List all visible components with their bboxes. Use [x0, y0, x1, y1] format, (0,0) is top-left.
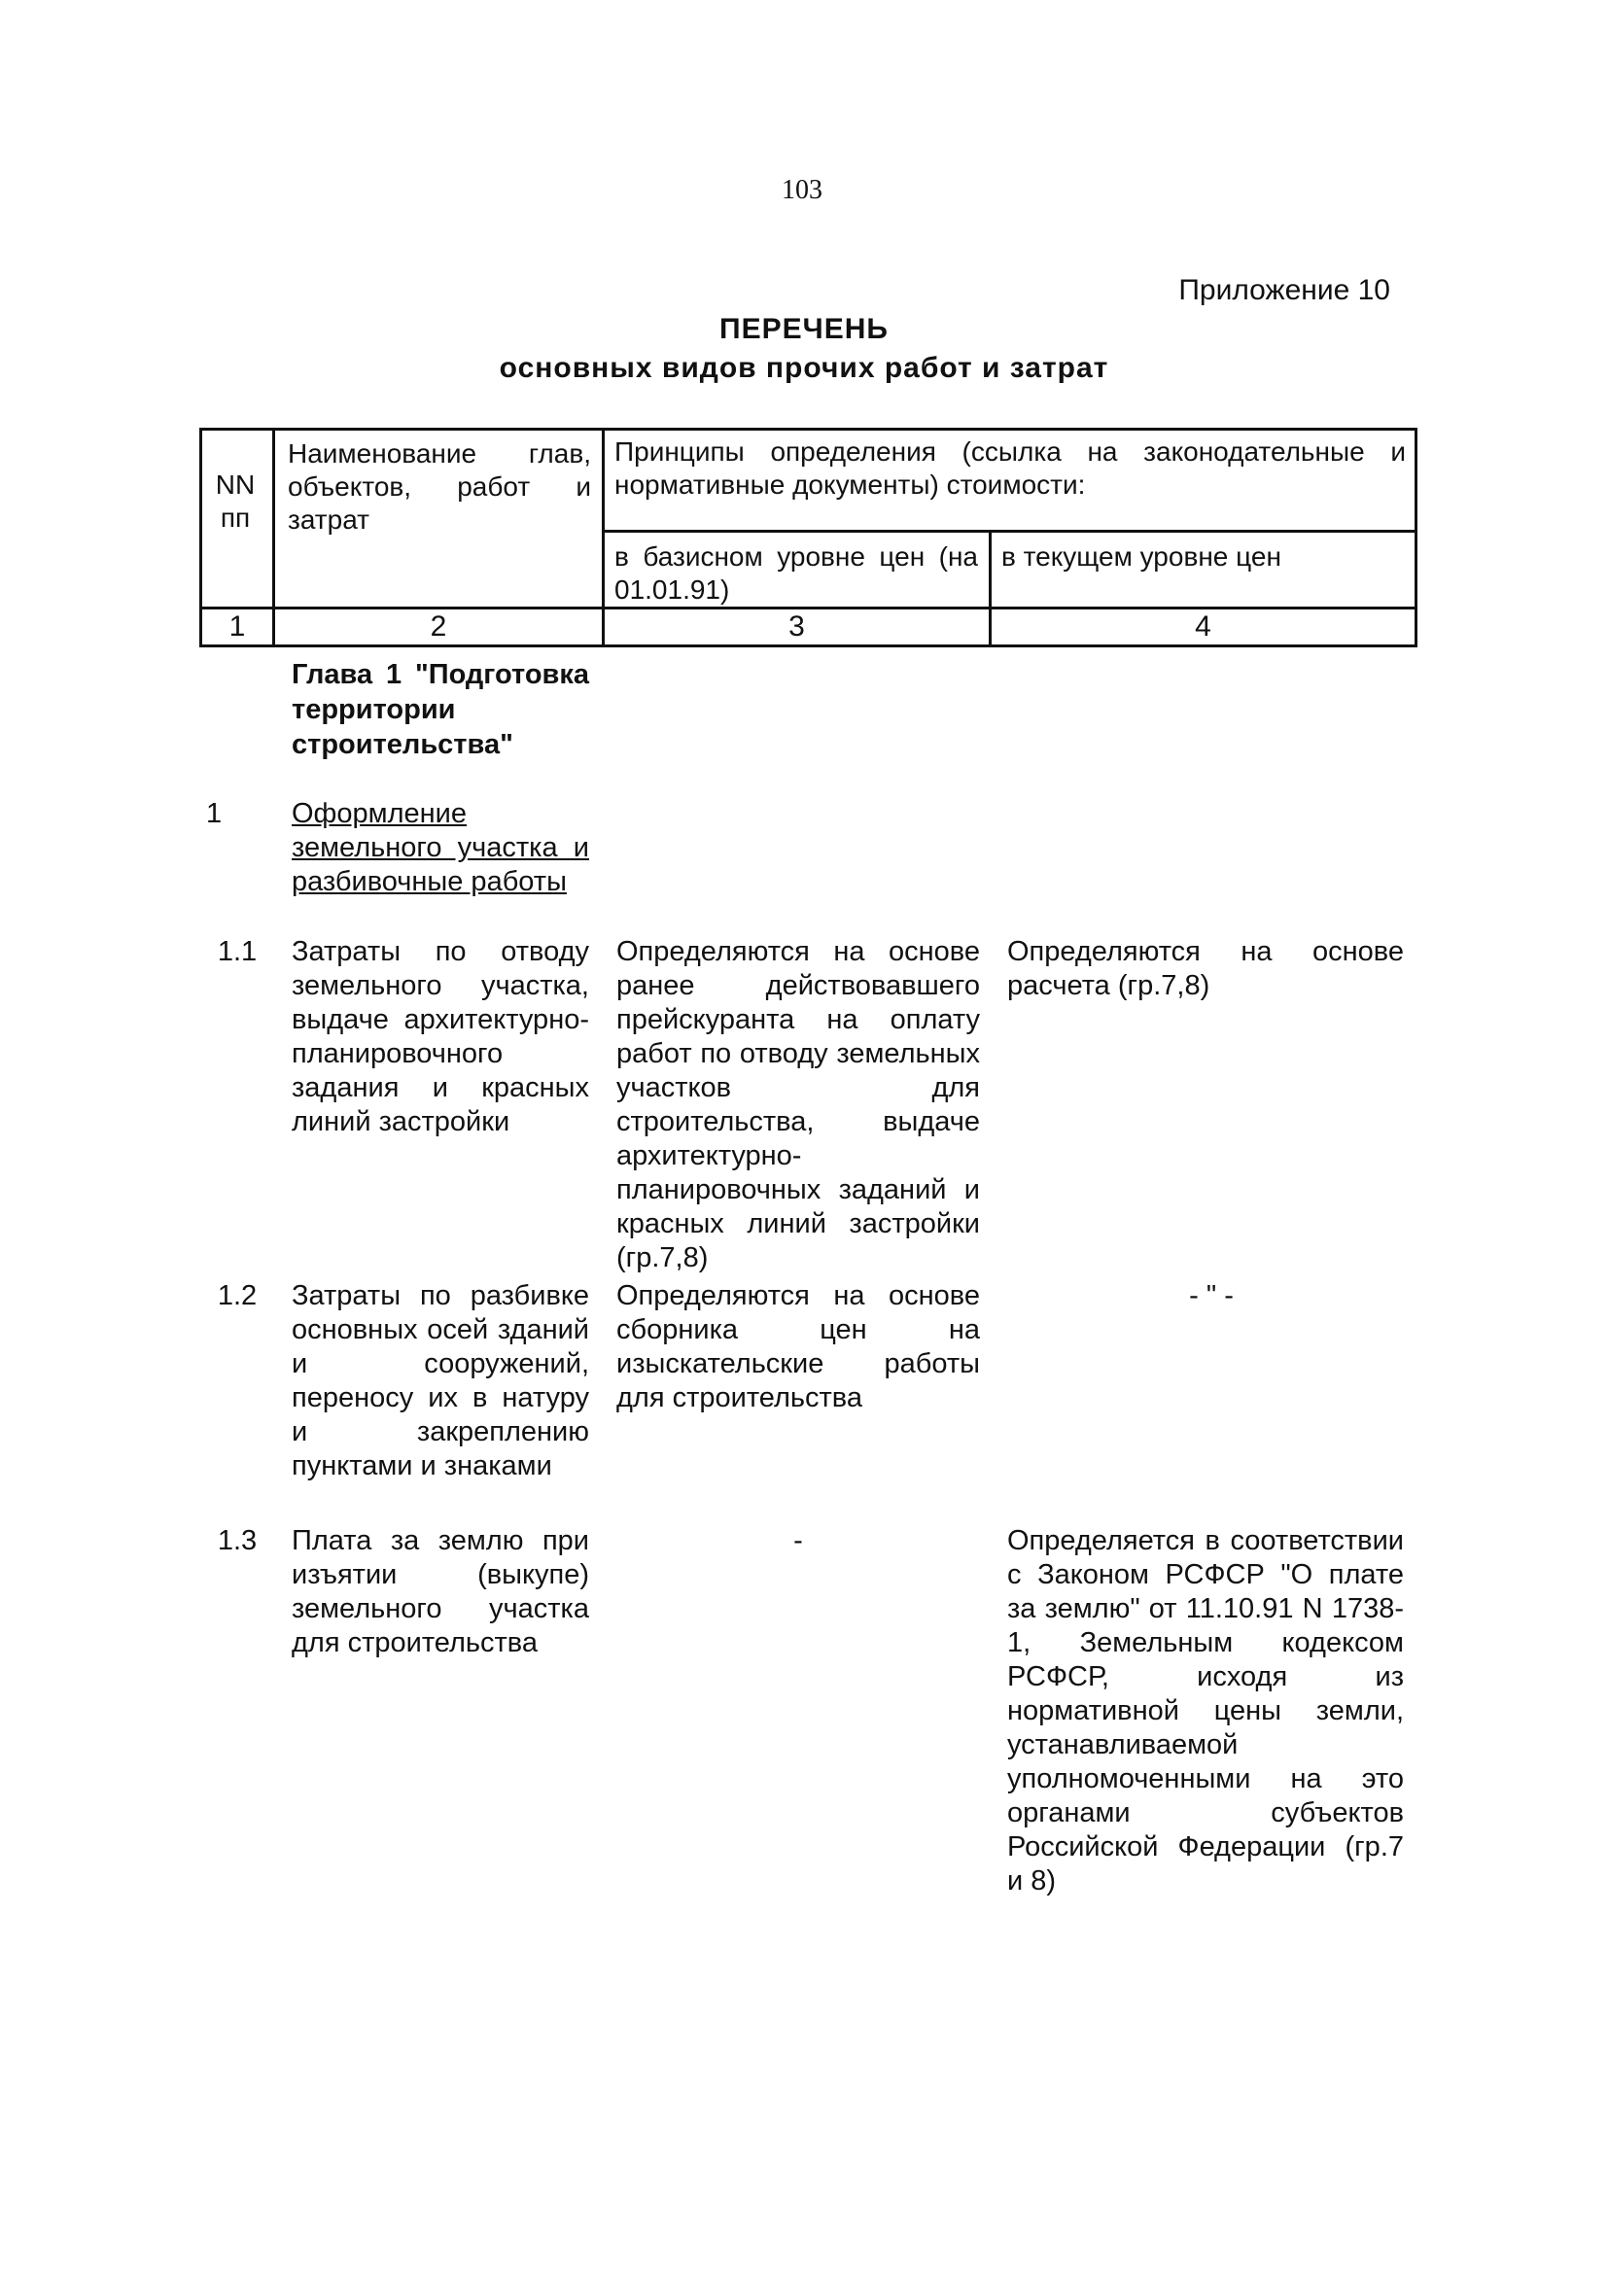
row-current-price: - " -: [1189, 1280, 1234, 1311]
header-number-2: 2: [430, 610, 447, 643]
divider: [602, 530, 1417, 533]
row-base-price: Определяются на основе сборника цен на изыскательские работы для строительства: [616, 1280, 980, 1413]
row-name: Плата за землю при изъятии (выкупе) земельного участка для строительства: [292, 1525, 589, 1658]
chapter-title: Глава 1 "Подготовка территории строительства": [292, 659, 589, 760]
header-number-3: 3: [788, 610, 805, 643]
row-name: Затраты по разбивке основных осей зданий и сооружений, переносу их в натуру и закреплению пунктами и знаками: [292, 1280, 589, 1481]
header-number-4: 4: [1195, 610, 1211, 643]
header-col-base-price: в базисном уровне цен (на 01.01.91): [614, 541, 978, 605]
document-title: ПЕРЕЧЕНЬ: [719, 313, 889, 345]
row-name: Затраты по отводу земельного участка, выдаче архитектурно-планировочного задания и красных линий застройки: [292, 936, 589, 1137]
row-number: 1.1: [217, 936, 258, 967]
row-number: 1.3: [217, 1525, 258, 1556]
header-col-name: Наименование глав, объектов, работ и затрат: [288, 438, 591, 535]
document-subtitle: основных видов прочих работ и затрат: [499, 352, 1109, 384]
section-number: 1: [206, 798, 223, 829]
appendix-label: Приложение 10: [1178, 274, 1390, 306]
row-base-price: -: [793, 1525, 803, 1556]
section-name: Оформление земельного участка и разбивочные работы: [292, 798, 589, 897]
row-current-price: Определяется в соответствии с Законом РСФСР "О плате за землю" от 11.10.91 N 1738-1, Земельным кодексом РСФСР, исходя из нормативной цены земли, устанавливаемой уполномоченными на это органами субъектов Российской Федерации (гр.7 и 8): [1007, 1525, 1404, 1896]
header-col-principles: Принципы определения (ссылка на законодательные и нормативные документы) стоимости:: [614, 436, 1406, 500]
header-col-current-price: в текущем уровне цен: [1001, 541, 1281, 572]
row-base-price: Определяются на основе ранее действовавшего прейскуранта на оплату работ по отводу земельных участков для строительства, выдаче архитектурно-планировочных заданий и красных линий застройки (гр.7,8): [616, 936, 980, 1273]
page-number: 103: [782, 175, 822, 205]
row-number: 1.2: [217, 1280, 258, 1311]
row-current-price: Определяются на основе расчета (гр.7,8): [1007, 936, 1404, 1001]
header-col-number: NN пп: [215, 470, 256, 533]
header-number-1: 1: [228, 610, 246, 643]
divider: [199, 607, 1417, 609]
